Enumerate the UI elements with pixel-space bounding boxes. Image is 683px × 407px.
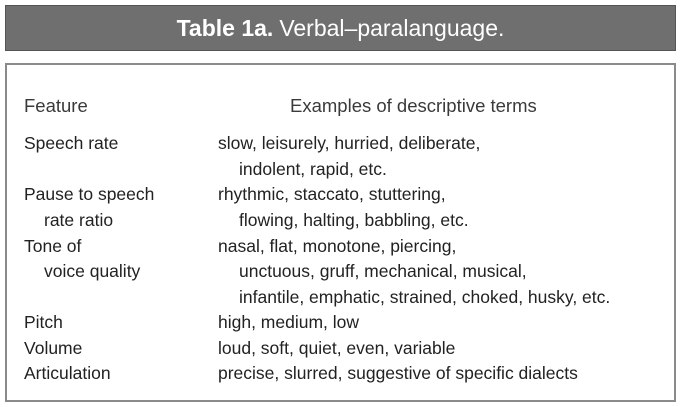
feature-cell: voice quality <box>44 261 141 281</box>
feature-cell: Articulation <box>24 363 111 383</box>
column-header-examples: Examples of descriptive terms <box>290 95 537 116</box>
example-cell: slow, leisurely, hurried, deliberate, <box>218 133 481 153</box>
example-cell: nasal, flat, monotone, piercing, <box>218 236 457 256</box>
example-cell: infantile, emphatic, strained, choked, husky, etc. <box>239 287 611 307</box>
table-title-bar <box>5 5 676 51</box>
example-cell: loud, soft, quiet, even, variable <box>218 338 456 358</box>
example-cell: high, medium, low <box>218 312 360 332</box>
example-cell: indolent, rapid, etc. <box>239 159 387 179</box>
example-cell: rhythmic, staccato, stuttering, <box>218 184 446 204</box>
feature-cell: rate ratio <box>44 210 114 230</box>
feature-cell: Pause to speech <box>24 184 155 204</box>
table-title: Verbal–paralanguage. <box>279 14 505 41</box>
feature-cell: Pitch <box>24 312 63 332</box>
example-cell: unctuous, gruff, mechanical, musical, <box>239 261 527 281</box>
column-header-feature: Feature <box>24 95 88 116</box>
feature-cell: Volume <box>24 338 83 358</box>
feature-cell: Speech rate <box>24 133 119 153</box>
example-cell: flowing, halting, babbling, etc. <box>239 210 469 230</box>
table-label: Table 1a. <box>176 14 274 41</box>
example-cell: precise, slurred, suggestive of specific dialects <box>218 363 578 383</box>
feature-cell: Tone of <box>24 236 82 256</box>
table-body <box>5 63 676 402</box>
